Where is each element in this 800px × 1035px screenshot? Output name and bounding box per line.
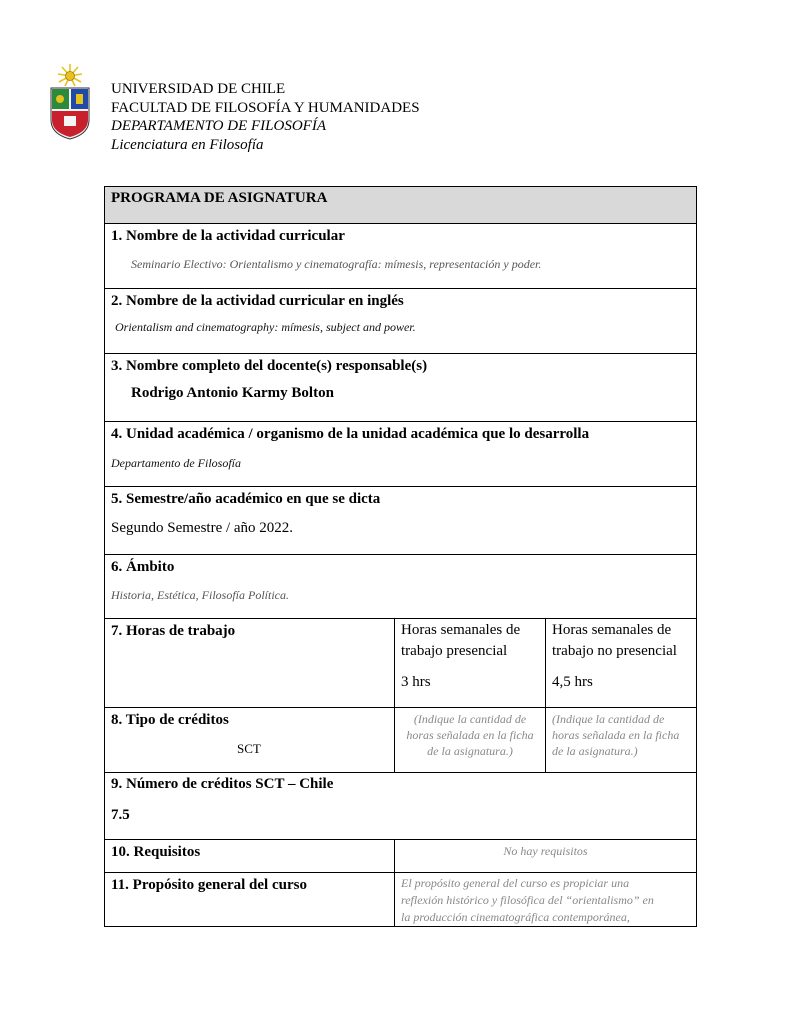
university-name: UNIVERSIDAD DE CHILE <box>111 81 286 97</box>
section-3-value: Rodrigo Antonio Karmy Bolton <box>131 385 334 401</box>
section-7-row <box>105 619 697 708</box>
section-2-value: Orientalism and cinematography: mímesis, subject and power. <box>115 320 416 334</box>
section-2-row <box>105 289 697 354</box>
section-11-label: 11. Propósito general del curso <box>111 877 307 893</box>
section-8-value: SCT <box>237 741 261 756</box>
section-5-value: Segundo Semestre / año 2022. <box>111 520 294 536</box>
section-9-row <box>105 773 697 840</box>
section-10-row <box>105 840 697 873</box>
section-4-label: 4. Unidad académica / organismo de la unidad académica que lo desarrolla <box>111 426 590 442</box>
section-8-label: 8. Tipo de créditos <box>111 712 229 728</box>
university-coat-of-arms-icon <box>50 64 96 140</box>
section-11-value-line-3: la producción cinematográfica contemporánea, <box>401 910 630 924</box>
section-8-row <box>105 708 697 773</box>
section-5-row <box>105 487 697 555</box>
section-10-value: No hay requisitos <box>503 844 588 858</box>
section-7-label: 7. Horas de trabajo <box>111 623 236 639</box>
section-1-value: Seminario Electivo: Orientalismo y cinematografía: mímesis, representación y poder. <box>131 257 542 271</box>
section-6-row <box>105 555 697 619</box>
section-8-note-presencial: (Indique la cantidad de horas señalada en la ficha de la asignatura.) <box>406 712 534 758</box>
department-name: DEPARTAMENTO DE FILOSOFÍA <box>111 118 326 134</box>
section-11-value-line-2: reflexión histórico y filosófica del “orientalismo” en <box>401 893 654 907</box>
section-4-value: Departamento de Filosofía <box>111 456 241 470</box>
section-7-no-presencial-header: Horas semanales de trabajo no presencial <box>552 622 677 659</box>
section-7-presencial-value: 3 hrs <box>401 674 431 690</box>
section-8-note-no-presencial: (Indique la cantidad de horas señalada en la ficha de la asignatura.) <box>552 712 680 758</box>
section-11-value-line-1: El propósito general del curso es propiciar una <box>401 876 630 890</box>
degree-name: Licenciatura en Filosofía <box>111 136 264 153</box>
section-4-row <box>105 422 697 487</box>
section-7-no-presencial-value: 4,5 hrs <box>552 674 593 690</box>
table-title: PROGRAMA DE ASIGNATURA <box>105 187 697 224</box>
section-3-row <box>105 354 697 422</box>
section-7-presencial-header: Horas semanales de trabajo presencial <box>401 622 521 659</box>
section-11-row <box>105 873 697 927</box>
section-1-label: 1. Nombre de la actividad curricular <box>111 228 345 244</box>
table-title-row <box>105 187 697 224</box>
section-9-label: 9. Número de créditos SCT – Chile <box>111 776 334 792</box>
section-5-label: 5. Semestre/año académico en que se dicta <box>111 491 381 507</box>
section-9-value: 7.5 <box>111 807 130 823</box>
course-program-table <box>104 186 697 927</box>
institution-header <box>111 80 420 154</box>
section-1-row <box>105 224 697 289</box>
section-10-label: 10. Requisitos <box>111 844 201 860</box>
section-6-label: 6. Ámbito <box>111 559 175 575</box>
section-6-value: Historia, Estética, Filosofía Política. <box>111 588 289 602</box>
section-3-label: 3. Nombre completo del docente(s) responsable(s) <box>111 358 428 374</box>
section-2-label: 2. Nombre de la actividad curricular en inglés <box>111 293 404 309</box>
faculty-name: FACULTAD DE FILOSOFÍA Y HUMANIDADES <box>111 99 420 116</box>
